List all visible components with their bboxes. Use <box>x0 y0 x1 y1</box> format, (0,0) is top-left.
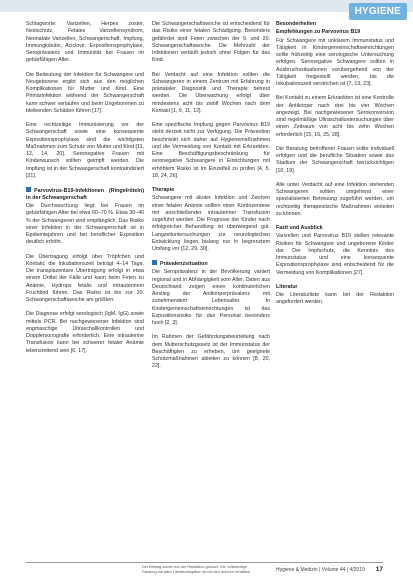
subheading-fazit: Fazit und Ausblick <box>276 225 323 231</box>
paragraph: Die Seroprävalenz in der Bevölkerung variiert regional und in Abhängigkeit vom Alter. Daten aus Deutschland zeigen einen kontinuierlichen Anstieg der Antikörperprävalenz mit zunehmendem Lebensalter. In Kindergemeinschaftseinrichtungen ist das Expositionsrisiko für das Personal besonders hoch [2, 3]. <box>152 269 270 326</box>
paragraph: Die Beratung betroffener Frauen sollte individuell erfolgen und die berufliche Situation sowie das Stadium der Schwangerschaft berücksichtigen [10, 19]. <box>276 145 394 174</box>
footer-note: Der Beitrag wurde von der Redaktion gekürzt. Die vollständige Fassung mit allen Literaturangaben ist bei den Autoren erhältlich. <box>142 565 252 574</box>
section-heading-text: Parvovirus-B19-Infektionen (Ringelröteln) in der Schwangerschaft <box>26 188 144 201</box>
paragraph: Die Literaturliste kann bei der Redaktion angefordert werden. <box>276 292 394 306</box>
section-heading-text: Prävalenzsituation <box>160 261 208 268</box>
column-3 <box>276 21 394 314</box>
section-heading-praevalenz <box>152 260 270 268</box>
paragraph: Die Schwangerschaftswoche ist entscheidend für das Risiko einer fetalen Schädigung. Besonders gefährdet sind Feten zwischen der 9. und 20. Schwangerschaftswoche. Die Mehrzahl der Infektionen verläuft jedoch ohne Folgen für das Kind. <box>152 21 270 64</box>
subheading-empfehlungen: Empfehlungen zu Parvovirus B19 <box>276 29 361 36</box>
paragraph: Eine spezifische Impfung gegen Parvovirus B19 steht derzeit nicht zur Verfügung. Die Prävention beschränkt sich daher auf Hygienemaßnahmen und die Vermeidung von Kontakt mit Erkrankten. Eine Beschäftigungsbeschränkung für seronegative Schwangere in Einrichtungen mit erhöhtem Risiko ist im Einzelfall zu prüfen [4, 5, 18, 24, 26]. <box>152 122 270 179</box>
paragraph: Die Übertragung erfolgt über Tröpfchen und Kontakt; die Inkubationszeit beträgt 4–14 Tage. Die transplazentare Übertragung erfolgt in etwa einem Drittel der Fälle und kann beim Feten zu Anämie, Hydrops fetalis und intrauterinem Fruchttod führen. Das Risiko ist bis zur 20. Schwangerschaftswoche am größten. <box>26 253 144 303</box>
subheading-therapie: Therapie <box>152 187 175 193</box>
paragraph: Bei Verdacht auf eine Infektion sollten die Schwangeren in einem Zentrum mit Erfahrung in pränataler Diagnostik und Therapie betreut werden. Die Überwachung erfolgt über mindestens acht bis zwölf Wochen nach dem Kontakt [1, 9, 11, 12]. <box>152 71 270 114</box>
paragraph: Im Rahmen der Gefährdungsbeurteilung nach dem Mutterschutzgesetz ist der Immunstatus der Beschäftigten zu erheben, um geeignete Schutzmaßnahmen ableiten zu können [8, 20, 22]. <box>152 334 270 370</box>
column-1 <box>26 21 144 362</box>
column-2 <box>152 21 270 378</box>
paragraph: Die Diagnose erfolgt serologisch (IgM, IgG) sowie mittels PCR. Bei nachgewiesener Infektion sind engmaschige Ultraschallkontrollen und Dopplersonografie erforderlich. Eine intrauterine Transfusion kann bei schwerer fetaler Anämie lebensrettend sein [6, 17]. <box>26 311 144 354</box>
subheading-besonderheiten: Besonderheiten <box>276 21 317 27</box>
section-label: HYGIENE <box>349 3 407 20</box>
page-number: 17 <box>375 566 383 573</box>
heading-marker-icon <box>152 260 157 265</box>
subheading-literatur: Literatur <box>276 283 298 290</box>
paragraph: Alle unter Verdacht auf eine Infektion stehenden Schwangeren sollten umgehend einer spezialisierten Betreuung zugeführt werden, um rechtzeitig therapeutische Maßnahmen einleiten zu können. <box>276 181 394 217</box>
heading-marker-icon <box>26 187 31 192</box>
paragraph: Bei Kontakt zu einem Erkrankten ist eine Kontrolle der Antikörper nach drei bis vier Wochen angezeigt. Bei nachgewiesener Serokonversion sind regelmäßige Ultraschalluntersuchungen über einen Zeitraum von acht bis zehn Wochen erforderlich [15, 16, 25, 28]. <box>276 95 394 138</box>
paragraph: Schlagworte: Varizellen, Herpes zoster, Nestschutz, Fetales Varizellensyndrom, Neonatale Varizellen, Schwangerschaft, Impfung, Immunglobulin, Aciclovir, Expositionsprophylaxe, Seroprävalenz und Immunität bei Frauen im gebärfähigen Alter. <box>26 21 144 64</box>
paragraph: Varizellen und Parvovirus B19 stellen relevante Risiken für Schwangere und ungeborene Kinder dar. Der Impfschutz, die Kenntnis des Immunstatus und eine konsequente Expositionsprophylaxe sind entscheidend für die Vermeidung von Komplikationen [27]. <box>276 233 394 276</box>
paragraph: Die Durchseuchung liegt bei Frauen im gebärfähigen Alter bei etwa 60–70 %. Etwa 30–40 % der Schwangeren sind empfänglich. Das Risiko einer Infektion in der Schwangerschaft ist in Epidemiejahren und bei beruflicher Exposition deutlich erhöht. <box>26 203 144 246</box>
section-heading-parvovirus <box>26 187 144 202</box>
journal-reference: Hygiene & Medizin | Volume 44 | 4/2019 <box>276 567 365 573</box>
paragraph: Die Bedeutung der Infektion für Schwangere und Neugeborene ergibt sich aus den möglichen Komplikationen für Mutter und Kind. Eine Primärinfektion während der Schwangerschaft kann schwer verlaufen und beim Ungeborenen zu bleibenden Schäden führen [17]. <box>26 71 144 114</box>
paragraph: Für Schwangere mit unklarem Immunstatus und Tätigkeit in Kindergemeinschaftseinrichtungen sollte frühzeitig eine serologische Untersuchung erfolgen. Seronegative Schwangere sollten in Ausbruchssituationen vorübergehend von der Tätigkeit freigestellt werden, bis die Inkubationszeit verstrichen ist [7, 13, 23]. <box>276 37 394 87</box>
paragraph: Schwangere mit akuter Infektion und Zeichen einer fetalen Anämie sollten einer Kordozentese mit anschließender intrauteriner Transfusion zugeführt werden. Die Prognose der Kinder nach erfolgreicher Behandlung ist überwiegend gut. Langzeituntersuchungen zur neurologischen Entwicklung liegen bislang nur in begrenztem Umfang vor [12, 29, 30]. <box>152 195 270 252</box>
footer-divider <box>26 562 383 563</box>
paragraph: Eine rechtzeitige Immunisierung vor der Schwangerschaft sowie eine konsequente Expositionsprophylaxe sind die wichtigsten Maßnahmen zum Schutz von Mutter und Kind [11, 12, 14, 20]. Seronegative Frauen mit Kinderwunsch sollten geimpft werden. Die Impfung ist in der Schwangerschaft kontraindiziert [21]. <box>26 122 144 179</box>
